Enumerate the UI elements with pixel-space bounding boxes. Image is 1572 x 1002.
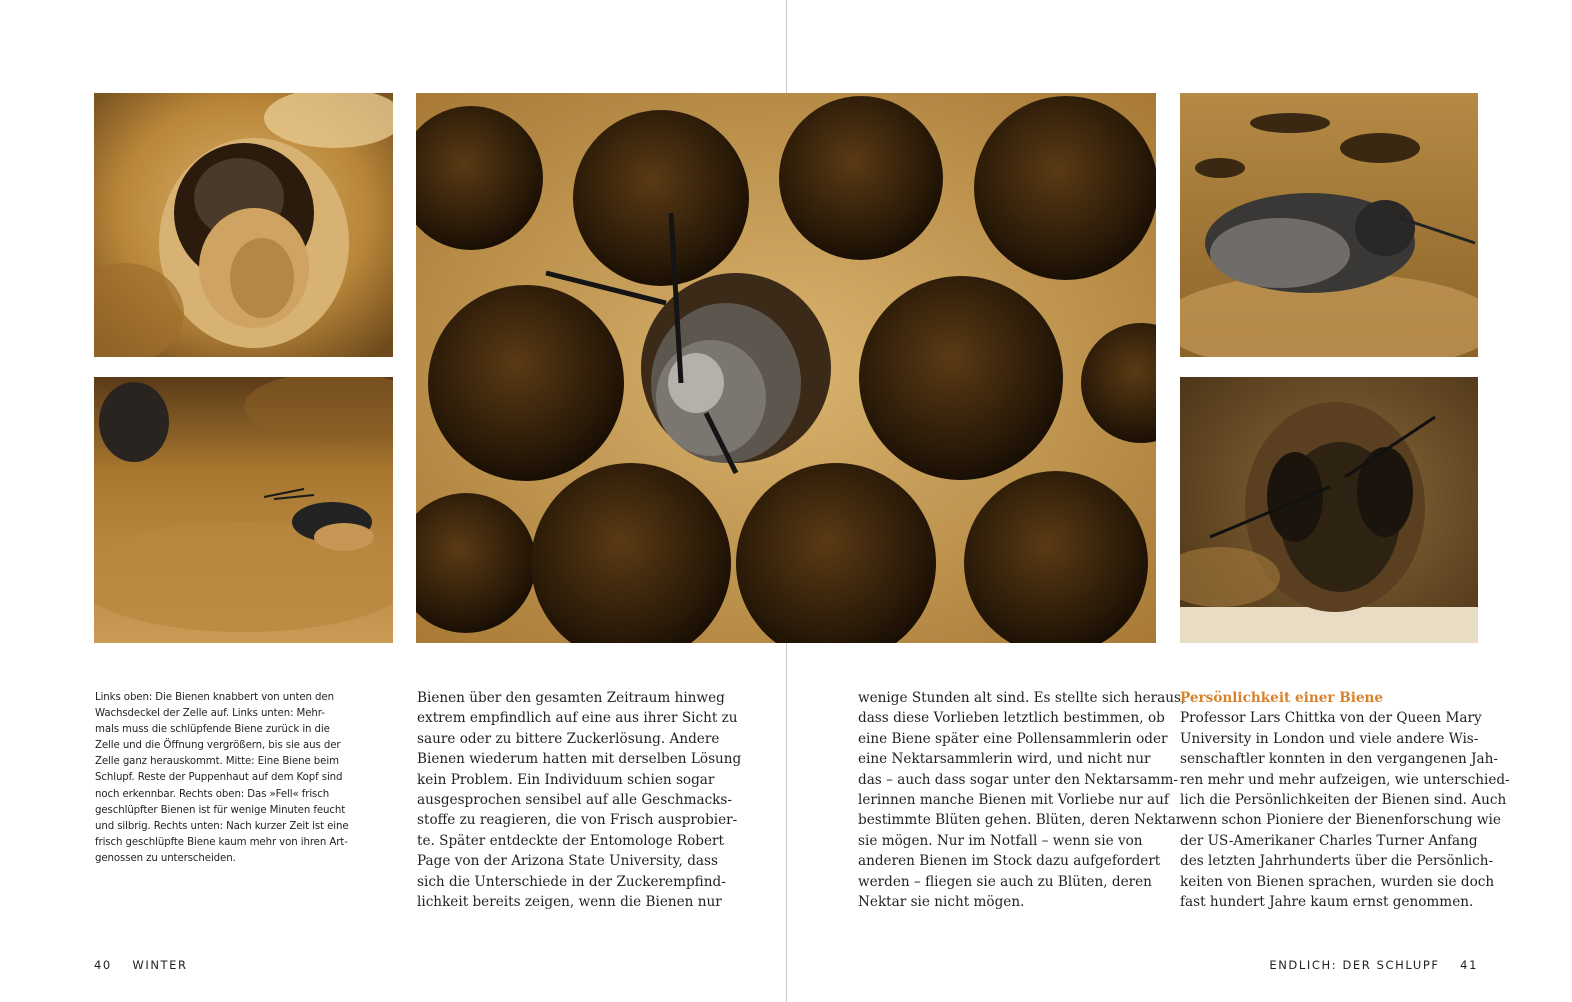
body-line: lich die Persönlichkeiten der Bienen sind. Auch [1180,792,1507,809]
body-line: saure oder zu bittere Zuckerlösung. Andere [417,730,720,747]
body-line: stoffe zu reagieren, die von Frisch ausprobier- [417,812,738,829]
photo-bee-face-closeup [1180,377,1478,643]
body-line: anderen Bienen im Stock dazu aufgefordert [858,853,1161,870]
page-number-right: 41 [1460,958,1478,972]
running-head-left: WINTER [132,958,188,972]
section-heading: Persönlichkeit einer Biene [1180,690,1384,706]
caption-line: Links oben: Die Bienen knabbert von unten den [95,692,334,703]
caption-line: noch erkennbar. Rechts oben: Das »Fell« frisch [95,788,330,800]
photo-bee-emerging-cell [94,377,393,643]
body-line: kein Problem. Ein Individuum schien sogar [417,771,715,788]
body-line: wenige Stunden alt sind. Es stellte sich heraus, [858,690,1186,706]
caption-line: mals muss die schlüpfende Biene zurück in die [95,724,330,736]
running-head-right: ENDLICH: DER SCHLUPF [1269,958,1440,972]
body-line: eine Biene später eine Pollensammlerin oder [858,730,1168,747]
body-line: eine Nektarsammlerin wird, und nicht nur [858,751,1151,768]
caption-line: und silbrig. Rechts unten: Nach kurzer Zeit ist eine [95,820,349,832]
body-line: extrem empfindlich auf eine aus ihrer Sicht zu [417,710,738,727]
body-line: Page von der Arizona State University, dass [417,853,718,870]
body-line: fast hundert Jahre kaum ernst genommen. [1180,894,1474,911]
caption-line: frisch geschlüpfte Biene kaum mehr von ihren Art- [95,836,348,848]
body-line: sie mögen. Nur im Notfall – wenn sie von [858,832,1143,849]
body-line: das – auch dass sogar unter den Nektarsamm- [858,771,1178,788]
caption-line: Zelle ganz herauskommt. Mitte: Eine Biene beim [95,756,339,768]
body-line: keiten von Bienen sprachen, wurden sie doch [1180,873,1495,890]
body-line: lichkeit bereits zeigen, wenn die Bienen nur [417,894,722,911]
body-line: bestimmte Blüten gehen. Blüten, deren Nektar [858,812,1183,829]
caption-line: Wachsdeckel der Zelle auf. Links unten: Mehr- [95,708,325,720]
body-line: werden – fliegen sie auch zu Blüten, deren [858,873,1152,890]
caption-line: geschlüpfter Bienen ist für wenige Minuten feucht [95,804,346,816]
body-line: Bienen wiederum hatten mit derselben Lösung [417,751,742,768]
body-line: lerinnen manche Bienen mit Vorliebe nur auf [858,792,1169,809]
body-line: sich die Unterschiede in der Zuckerempfind- [417,873,726,890]
folio-left [94,958,188,972]
folio-right [1269,958,1478,972]
photo-honeycomb-hatching-bee [416,93,1156,643]
body-column-middle [858,688,1186,912]
body-line: te. Später entdeckte der Entomologe Robert [417,832,724,849]
body-line: senschaftler konnten in den vergangenen Jah- [1180,751,1498,768]
caption-line: Schlupf. Reste der Puppenhaut auf dem Kopf sind [95,772,343,784]
body-column-left [417,688,762,912]
body-line: Bienen über den gesamten Zeitraum hinweg [417,690,725,706]
body-line: wenn schon Pioniere der Bienenforschung wie [1180,812,1501,829]
caption-line: genossen zu unterscheiden. [95,852,236,864]
body-column-right [1180,688,1510,912]
body-line: Professor Lars Chittka von der Queen Mary [1180,710,1482,727]
body-line: ausgesprochen sensibel auf alle Geschmacks- [417,792,732,809]
body-line: ren mehr und mehr aufzeigen, wie unterschied- [1180,771,1510,788]
body-line: der US-Amerikaner Charles Turner Anfang [1180,832,1478,849]
caption-line: Zelle und die Öffnung vergrößern, bis sie aus der [95,740,341,752]
page-number-left: 40 [94,958,112,972]
body-line: des letzten Jahrhunderts über die Persönlich- [1180,853,1494,870]
body-line: dass diese Vorlieben letztlich bestimmen, ob [858,710,1165,727]
photo-caption [95,690,365,867]
photo-fresh-bee-silvery [1180,93,1478,357]
body-line: University in London und viele andere Wis- [1180,730,1479,747]
photo-bee-chewing-cap [94,93,393,357]
body-line: Nektar sie nicht mögen. [858,894,1025,911]
